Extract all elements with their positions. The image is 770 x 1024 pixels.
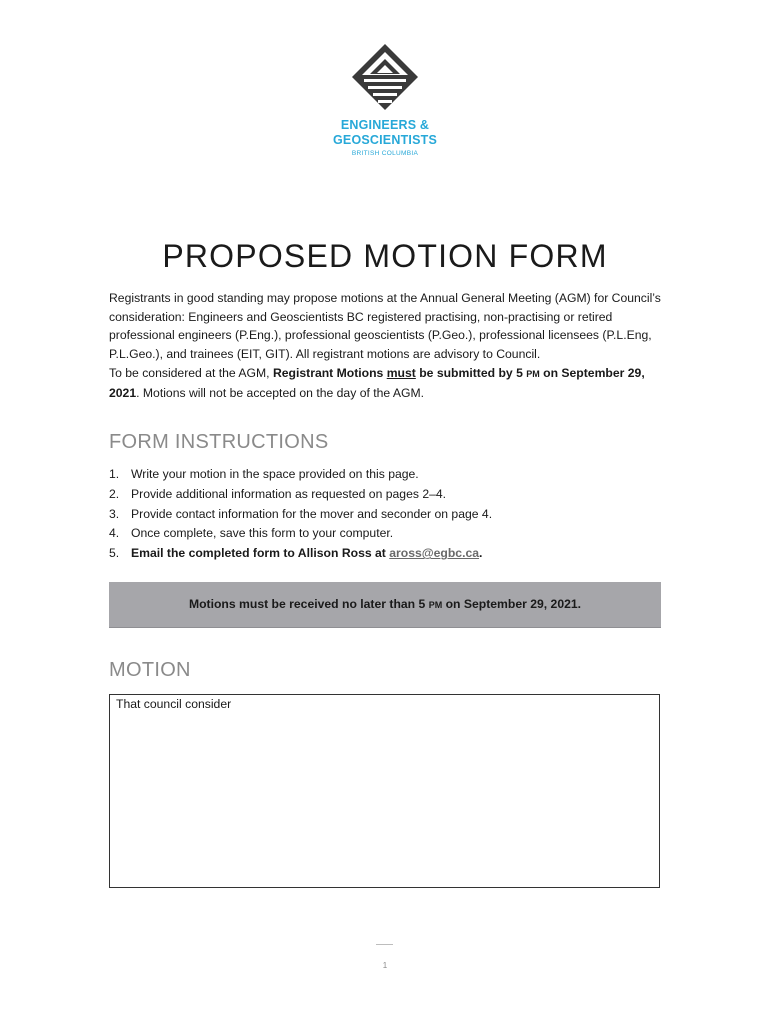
deadline-paragraph: [109, 364, 664, 402]
email-link[interactable]: aross@egbc.ca: [389, 546, 480, 561]
list-item-text: Provide additional information as requested on pages 2–4.: [131, 486, 447, 501]
list-item-text: Write your motion in the space provided on this page.: [131, 467, 419, 481]
list-item: [109, 485, 669, 505]
stacked-triangle-diamond-icon: [350, 42, 420, 112]
logo-wordmark-line3: BRITISH COLUMBIA: [351, 150, 419, 157]
list-item-text: Email the completed form to Allison Ross at: [131, 546, 390, 561]
list-item: [109, 544, 669, 564]
page-title: PROPOSED MOTION FORM: [162, 238, 608, 274]
deadline-pm: PM: [526, 369, 540, 379]
notice-pm: PM: [428, 600, 443, 610]
list-item-text: Once complete, save this form to your computer.: [131, 526, 394, 541]
instructions-list: [109, 465, 669, 564]
list-item-number: 3.: [109, 506, 120, 521]
logo-wordmark-line2: GEOSCIENTISTS: [332, 133, 437, 147]
list-item-number: 1.: [109, 467, 120, 481]
notice-text-a: Motions must be received no later than 5: [188, 597, 429, 611]
motion-text-field[interactable]: [109, 694, 660, 888]
list-item-text: Provide contact information for the mover and seconder on page 4.: [131, 506, 493, 521]
deadline-bold-a: Registrant Motions: [272, 366, 387, 380]
deadline-suffix: . Motions will not be accepted on the day of the AGM.: [136, 385, 425, 400]
deadline-prefix: To be considered at the AGM,: [109, 366, 273, 380]
list-item-end: .: [479, 546, 483, 561]
deadline-bold-b: be submitted by 5: [415, 366, 527, 380]
footer-divider: [376, 944, 393, 945]
page-number: 1: [382, 961, 388, 970]
logo-wordmark-line1: ENGINEERS &: [340, 118, 430, 132]
logo: [0, 42, 770, 157]
list-item: [109, 465, 669, 485]
deadline-notice-bar: [109, 582, 661, 628]
intro-paragraph: Registrants in good standing may propose motions at the Annual General Meeting (AGM) for Council’s consideration: Engineers and Geoscientists BC registered practising, non-practising or retired professional engineers (P.Eng.), professional geoscientists (P.Geo.), professional licensees (P.L.Eng, P.L.Geo.), and trainees (EIT, GIT). All registrant motions are advisory to Council.: [109, 291, 661, 361]
motion-heading: MOTION: [109, 659, 191, 681]
deadline-bold-c: on September 29, 2021: [109, 366, 645, 400]
list-item: [109, 524, 669, 544]
notice-text-b: on September 29, 2021.: [442, 597, 582, 611]
list-item-number: 5.: [109, 546, 120, 561]
list-item: [109, 505, 669, 525]
deadline-must: must: [386, 366, 416, 380]
list-item-number: 2.: [109, 486, 120, 501]
form-instructions-heading: FORM INSTRUCTIONS: [109, 431, 329, 453]
list-item-number: 4.: [109, 526, 120, 541]
